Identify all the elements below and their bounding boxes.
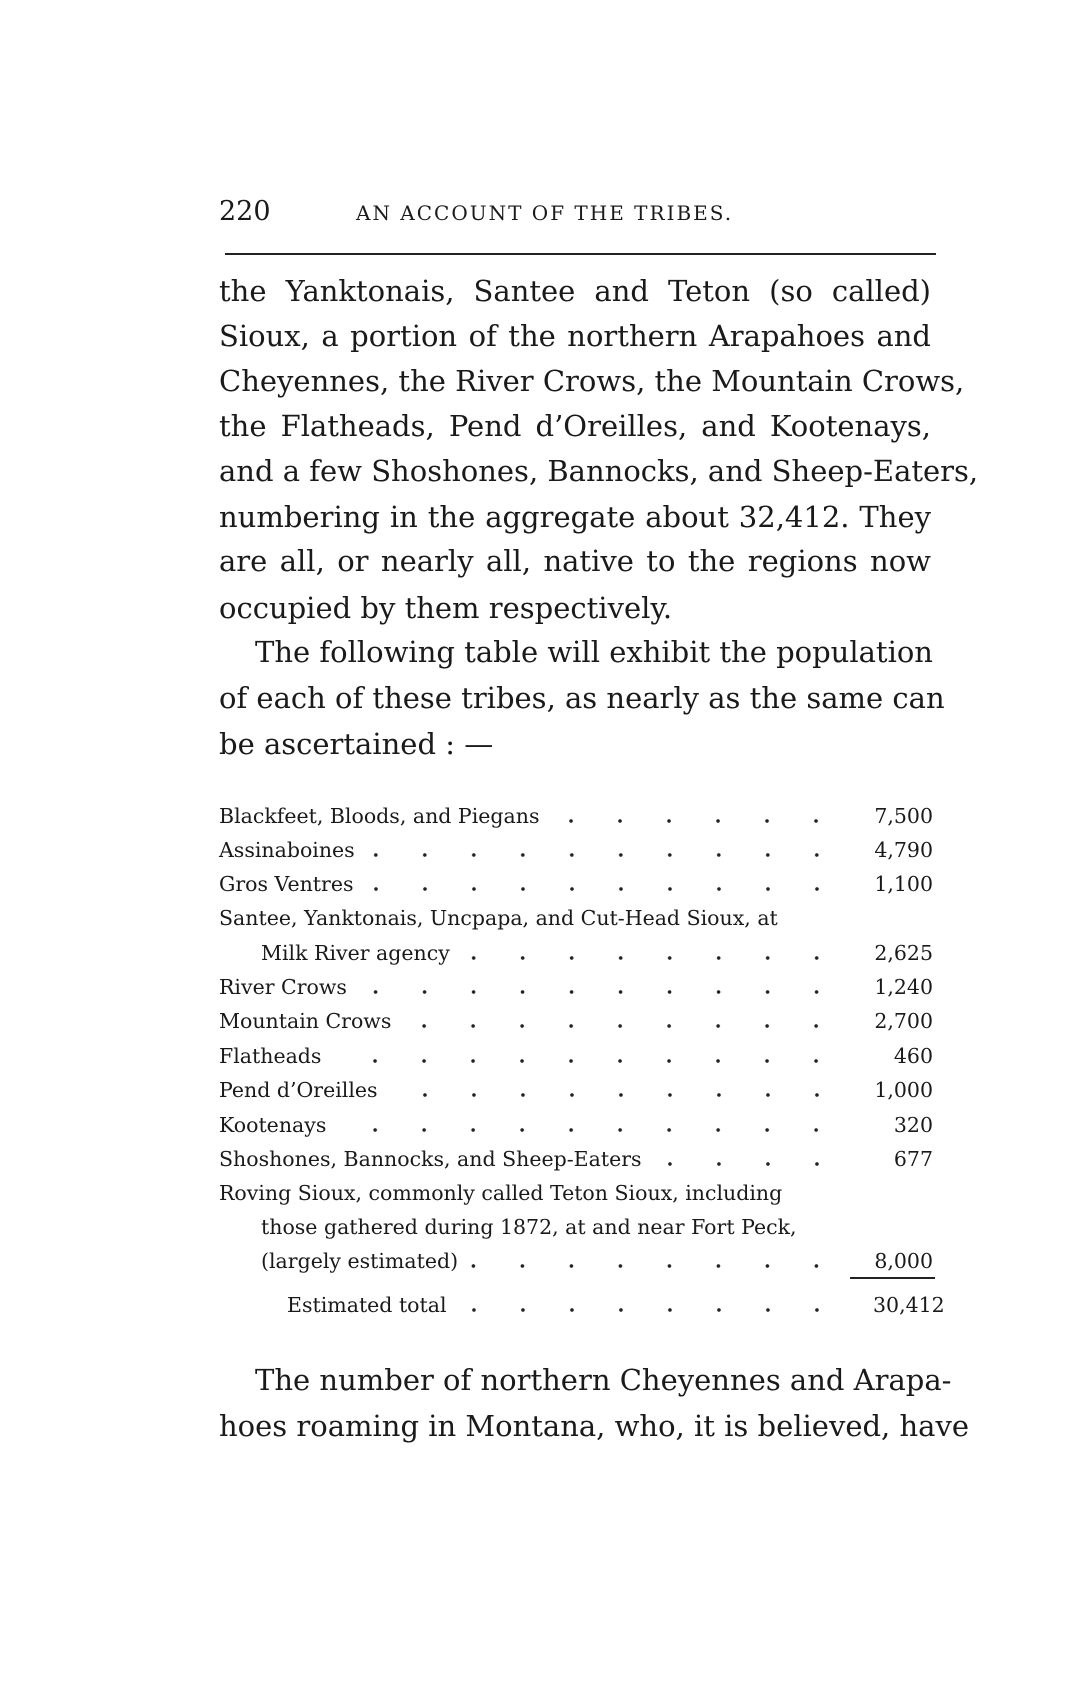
dot-leader <box>363 852 841 858</box>
total-row <box>219 1290 945 1320</box>
tribe-name: Mountain Crows <box>219 1009 392 1033</box>
total-label: Estimated total <box>287 1293 447 1317</box>
population-value: 320 <box>893 1113 933 1137</box>
text-line: occupied by them respectively. <box>219 591 673 625</box>
total-value: 30,412 <box>873 1293 945 1317</box>
page-number: 220 <box>219 196 271 227</box>
dot-leader <box>334 1127 841 1133</box>
table-row <box>219 1075 933 1105</box>
table-row <box>219 835 933 865</box>
tribe-name: Pend d’Oreilles <box>219 1078 378 1102</box>
text-line: hoes roaming in Montana, who, it is believed, have <box>219 1409 970 1443</box>
text-line: the Flatheads, Pend d’Oreilles, and Kootenays, <box>219 409 931 443</box>
table-row <box>219 1212 933 1242</box>
dot-leader <box>386 1092 841 1098</box>
dot-leader <box>455 1307 841 1313</box>
table-row <box>219 869 933 899</box>
dot-leader <box>458 955 841 961</box>
tribe-name: Flatheads <box>219 1044 322 1068</box>
tribe-name: those gathered during 1872, at and near Fort Peck, <box>261 1215 797 1239</box>
population-value: 1,240 <box>874 975 933 999</box>
table-row <box>219 1006 933 1036</box>
table-row <box>219 1041 933 1071</box>
text-line: Sioux, a portion of the northern Arapahoes and <box>219 319 931 353</box>
text-line: The following table will exhibit the population <box>255 635 933 669</box>
table-row <box>219 972 933 1002</box>
table-row <box>219 1246 933 1276</box>
tribe-name: Blackfeet, Bloods, and Piegans <box>219 804 540 828</box>
tribe-name: Roving Sioux, commonly called Teton Sioux, including <box>219 1181 783 1205</box>
table-row <box>219 903 933 933</box>
tribe-name: Shoshones, Bannocks, and Sheep-Eaters <box>219 1147 642 1171</box>
running-head: AN ACCOUNT OF THE TRIBES. <box>356 201 734 225</box>
table-row <box>219 938 933 968</box>
table-row <box>219 1178 933 1208</box>
text-line: numbering in the aggregate about 32,412. They <box>219 500 931 534</box>
dot-leader <box>329 1058 841 1064</box>
dot-leader <box>355 989 841 995</box>
population-value: 2,625 <box>874 941 933 965</box>
dot-leader <box>650 1161 841 1167</box>
text-line: Cheyennes, the River Crows, the Mountain Crows, <box>219 364 965 398</box>
tribe-name: Milk River agency <box>261 941 450 965</box>
dot-leader <box>466 1263 841 1269</box>
population-value: 677 <box>893 1147 933 1171</box>
text-line: be ascertained : — <box>219 727 494 761</box>
tribe-name: Santee, Yanktonais, Uncpapa, and Cut-Head Sioux, at <box>219 906 778 930</box>
tribe-name: River Crows <box>219 975 347 999</box>
text-line: the Yanktonais, Santee and Teton (so called) <box>219 274 931 308</box>
population-value: 2,700 <box>874 1009 933 1033</box>
table-row <box>219 1144 933 1174</box>
population-value: 7,500 <box>874 804 933 828</box>
table-row <box>219 801 933 831</box>
text-line: are all, or nearly all, native to the regions now <box>219 544 931 578</box>
population-value: 8,000 <box>874 1249 933 1273</box>
dot-leader <box>362 886 841 892</box>
header-rule <box>225 253 936 255</box>
text-line: and a few Shoshones, Bannocks, and Sheep-Eaters, <box>219 454 979 488</box>
tribe-name: Assinaboines <box>219 838 355 862</box>
sum-rule <box>850 1277 935 1279</box>
dot-leader <box>547 818 841 824</box>
text-line: of each of these tribes, as nearly as the same can <box>219 681 945 715</box>
tribe-name: Gros Ventres <box>219 872 354 896</box>
table-row <box>219 1110 933 1140</box>
population-value: 4,790 <box>874 838 933 862</box>
text-line: The number of northern Cheyennes and Arapa- <box>255 1363 952 1397</box>
tribe-name: (largely estimated) <box>261 1249 459 1273</box>
population-value: 1,000 <box>874 1078 933 1102</box>
population-value: 460 <box>893 1044 933 1068</box>
tribe-name: Kootenays <box>219 1113 327 1137</box>
population-value: 1,100 <box>874 872 933 896</box>
dot-leader <box>399 1023 841 1029</box>
